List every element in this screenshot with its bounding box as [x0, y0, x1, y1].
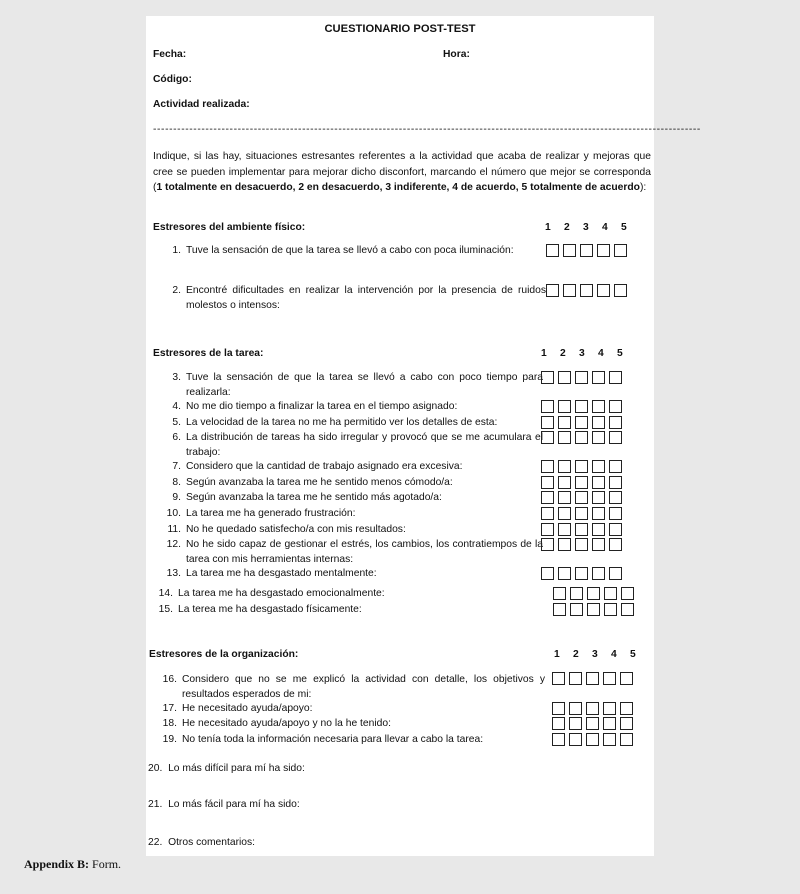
rating-checkbox[interactable]	[575, 476, 588, 489]
rating-checkbox[interactable]	[592, 507, 605, 520]
question-text: No he quedado satisfecho/a con mis resultados:	[186, 524, 406, 535]
rating-checkbox[interactable]	[597, 284, 610, 297]
rating-checkbox[interactable]	[603, 702, 616, 715]
section-organization-heading: Estresores de la organización:	[149, 649, 299, 660]
question-text: La tarea me ha desgastado mentalmente:	[186, 568, 377, 579]
rating-boxes-8	[541, 476, 622, 489]
rating-checkbox[interactable]	[575, 431, 588, 444]
question-text: Tuve la sensación de que la tarea se llevó a cabo con poca iluminación:	[186, 245, 514, 256]
question-number: 14.	[158, 588, 173, 599]
rating-checkbox[interactable]	[592, 567, 605, 580]
question-number: 12.	[166, 539, 181, 550]
rating-boxes-6	[541, 431, 622, 444]
rating-checkbox[interactable]	[586, 717, 599, 730]
rating-checkbox[interactable]	[575, 538, 588, 551]
rating-checkbox[interactable]	[592, 400, 605, 413]
rating-checkbox[interactable]	[592, 476, 605, 489]
rating-checkbox[interactable]	[603, 717, 616, 730]
rating-checkbox[interactable]	[580, 244, 593, 257]
question-number: 18.	[162, 718, 177, 729]
rating-boxes-15	[553, 603, 634, 616]
rating-boxes-11	[541, 523, 622, 536]
rating-boxes-7	[541, 460, 622, 473]
section-task-heading: Estresores de la tarea:	[153, 348, 264, 359]
open-question-21	[148, 797, 300, 812]
rating-checkbox[interactable]	[570, 603, 583, 616]
rating-checkbox[interactable]	[620, 672, 633, 685]
rating-checkbox[interactable]	[541, 400, 554, 413]
rating-checkbox[interactable]	[558, 416, 571, 429]
rating-boxes-3	[541, 371, 622, 384]
rating-checkbox[interactable]	[609, 507, 622, 520]
question-number: 13.	[166, 568, 181, 579]
rating-checkbox[interactable]	[541, 416, 554, 429]
rating-boxes-16	[552, 672, 633, 685]
question-number: 4.	[172, 401, 181, 412]
rating-checkbox[interactable]	[609, 431, 622, 444]
rating-checkbox[interactable]	[563, 284, 576, 297]
rating-checkbox[interactable]	[552, 672, 565, 685]
instructions-intro: Indique, si las hay, situaciones estresantes referentes a la actividad que acaba de realizar y mejoras que cree se pueden implementar para mejorar dicho disconfort, marcando el número que mejor se corresponda (	[153, 151, 651, 194]
rating-checkbox[interactable]	[575, 567, 588, 580]
rating-boxes-18	[552, 717, 633, 730]
rating-checkbox[interactable]	[592, 371, 605, 384]
rating-checkbox[interactable]	[553, 587, 566, 600]
scale-label: 2	[560, 348, 566, 359]
rating-checkbox[interactable]	[575, 460, 588, 473]
question-number: 3.	[172, 372, 181, 383]
rating-boxes-12	[541, 538, 622, 551]
question-number: 19.	[162, 734, 177, 745]
rating-checkbox[interactable]	[575, 523, 588, 536]
rating-checkbox[interactable]	[575, 491, 588, 504]
rating-checkbox[interactable]	[541, 371, 554, 384]
scale-label: 5	[621, 222, 627, 233]
instructions-end: ):	[639, 182, 647, 194]
rating-checkbox[interactable]	[558, 476, 571, 489]
rating-checkbox[interactable]	[541, 523, 554, 536]
caption-label: Appendix B:	[24, 857, 90, 871]
codigo-label: Código:	[153, 74, 192, 85]
question-number: 16.	[162, 674, 177, 685]
rating-checkbox[interactable]	[558, 507, 571, 520]
rating-checkbox[interactable]	[575, 400, 588, 413]
question-text: Según avanzaba la tarea me he sentido más agotado/a:	[186, 492, 442, 503]
open-question-number: 22.	[148, 837, 163, 848]
question-text: He necesitado ayuda/apoyo:	[182, 703, 313, 714]
rating-boxes-2	[546, 284, 627, 297]
instructions-scale-legend: 1 totalmente en desacuerdo, 2 en desacuerdo, 3 indiferente, 4 de acuerdo, 5 totalmente de acuerdo	[156, 182, 640, 194]
rating-checkbox[interactable]	[609, 400, 622, 413]
rating-boxes-4	[541, 400, 622, 413]
question-number: 6.	[172, 432, 181, 443]
scale-label: 2	[573, 649, 579, 660]
caption-text: Form.	[89, 857, 122, 871]
rating-checkbox[interactable]	[541, 507, 554, 520]
rating-checkbox[interactable]	[558, 567, 571, 580]
rating-checkbox[interactable]	[569, 672, 582, 685]
question-text: La tarea me ha generado frustración:	[186, 508, 356, 519]
rating-checkbox[interactable]	[558, 523, 571, 536]
question-text: He necesitado ayuda/apoyo y no la he tenido:	[182, 718, 391, 729]
rating-checkbox[interactable]	[620, 702, 633, 715]
rating-boxes-13	[541, 567, 622, 580]
scale-label: 4	[611, 649, 617, 660]
rating-checkbox[interactable]	[586, 702, 599, 715]
actividad-label: Actividad realizada:	[153, 99, 250, 110]
question-number: 2.	[172, 285, 181, 296]
scale-label: 3	[592, 649, 598, 660]
rating-checkbox[interactable]	[592, 460, 605, 473]
rating-checkbox[interactable]	[604, 587, 617, 600]
rating-checkbox[interactable]	[575, 371, 588, 384]
rating-checkbox[interactable]	[541, 538, 554, 551]
rating-checkbox[interactable]	[569, 733, 582, 746]
scale-header-task	[541, 346, 636, 361]
question-text: Según avanzaba la tarea me he sentido menos cómodo/a:	[186, 477, 453, 488]
scale-label: 4	[602, 222, 608, 233]
question-text: No he sido capaz de gestionar el estrés, los cambios, los contratiempos de la tarea con mis herramientas internas:	[186, 539, 543, 565]
scale-label: 3	[583, 222, 589, 233]
scale-label: 2	[564, 222, 570, 233]
rating-checkbox[interactable]	[558, 491, 571, 504]
scale-header-physical	[545, 220, 640, 235]
rating-checkbox[interactable]	[541, 491, 554, 504]
rating-checkbox[interactable]	[592, 431, 605, 444]
rating-checkbox[interactable]	[570, 587, 583, 600]
question-text: La distribución de tareas ha sido irregular y provocó que se me acumulara el trabajo:	[186, 432, 543, 458]
rating-checkbox[interactable]	[620, 717, 633, 730]
section-physical-heading: Estresores del ambiente físico:	[153, 222, 306, 233]
rating-checkbox[interactable]	[541, 476, 554, 489]
rating-checkbox[interactable]	[586, 733, 599, 746]
open-question-text: Lo más difícil para mí ha sido:	[168, 763, 305, 774]
rating-checkbox[interactable]	[609, 371, 622, 384]
instructions	[153, 149, 651, 196]
question-number: 5.	[172, 417, 181, 428]
rating-checkbox[interactable]	[558, 400, 571, 413]
rating-checkbox[interactable]	[592, 416, 605, 429]
scale-label: 4	[598, 348, 604, 359]
rating-checkbox[interactable]	[575, 416, 588, 429]
open-question-number: 20.	[148, 763, 163, 774]
question-number: 17.	[162, 703, 177, 714]
rating-checkbox[interactable]	[621, 587, 634, 600]
rating-checkbox[interactable]	[592, 538, 605, 551]
rating-boxes-10	[541, 507, 622, 520]
question-text: La tarea me ha desgastado emocionalmente:	[178, 588, 385, 599]
rating-checkbox[interactable]	[563, 244, 576, 257]
rating-checkbox[interactable]	[575, 507, 588, 520]
rating-checkbox[interactable]	[580, 284, 593, 297]
rating-checkbox[interactable]	[587, 603, 600, 616]
rating-checkbox[interactable]	[558, 460, 571, 473]
question-number: 10.	[166, 508, 181, 519]
rating-checkbox[interactable]	[609, 476, 622, 489]
scale-label: 1	[541, 348, 547, 359]
figure-caption	[24, 857, 121, 872]
rating-checkbox[interactable]	[609, 567, 622, 580]
rating-checkbox[interactable]	[614, 244, 627, 257]
rating-checkbox[interactable]	[604, 603, 617, 616]
rating-checkbox[interactable]	[546, 244, 559, 257]
separator-line: ----------------------------------------------------------------------------------------------------------------------------------------	[153, 124, 701, 135]
rating-boxes-19	[552, 733, 633, 746]
rating-boxes-9	[541, 491, 622, 504]
rating-checkbox[interactable]	[603, 672, 616, 685]
question-number: 8.	[172, 477, 181, 488]
rating-checkbox[interactable]	[569, 702, 582, 715]
question-text: Considero que la cantidad de trabajo asignado era excesiva:	[186, 461, 463, 472]
rating-checkbox[interactable]	[546, 284, 559, 297]
question-number: 11.	[167, 524, 181, 535]
form-title: CUESTIONARIO POST-TEST	[324, 23, 476, 35]
rating-checkbox[interactable]	[541, 460, 554, 473]
rating-checkbox[interactable]	[592, 523, 605, 536]
rating-boxes-5	[541, 416, 622, 429]
scale-label: 5	[630, 649, 636, 660]
questionnaire-page	[146, 16, 701, 856]
rating-checkbox[interactable]	[609, 538, 622, 551]
question-number: 9.	[172, 492, 181, 503]
question-text: Encontré dificultades en realizar la intervención por la presencia de ruidos molestos o intensos:	[186, 285, 546, 311]
rating-checkbox[interactable]	[569, 717, 582, 730]
question-text: Considero que no se me explicó la actividad con detalle, los objetivos y resultados esperados de mi:	[182, 674, 545, 700]
rating-checkbox[interactable]	[609, 460, 622, 473]
rating-checkbox[interactable]	[592, 491, 605, 504]
open-question-20	[148, 761, 305, 776]
rating-checkbox[interactable]	[597, 244, 610, 257]
rating-checkbox[interactable]	[609, 416, 622, 429]
scale-label: 5	[617, 348, 623, 359]
rating-checkbox[interactable]	[586, 672, 599, 685]
scale-label: 3	[579, 348, 585, 359]
rating-checkbox[interactable]	[553, 603, 566, 616]
question-text: La terea me ha desgastado físicamente:	[178, 604, 362, 615]
question-number: 15.	[158, 604, 173, 615]
question-text: Tuve la sensación de que la tarea se llevó a cabo con poco tiempo para realizarla:	[186, 372, 543, 398]
question-text: No me dio tiempo a finalizar la tarea en el tiempo asignado:	[186, 401, 458, 412]
fecha-label: Fecha:	[153, 49, 187, 60]
open-question-text: Otros comentarios:	[168, 837, 256, 848]
question-number: 7.	[172, 461, 181, 472]
scale-header-organization	[554, 647, 649, 662]
scale-label: 1	[545, 222, 551, 233]
rating-checkbox[interactable]	[614, 284, 627, 297]
open-question-22	[148, 835, 255, 850]
rating-checkbox[interactable]	[552, 702, 565, 715]
rating-boxes-1	[546, 244, 627, 257]
rating-checkbox[interactable]	[621, 603, 634, 616]
rating-checkbox[interactable]	[552, 717, 565, 730]
open-question-text: Lo más fácil para mí ha sido:	[168, 799, 300, 810]
rating-boxes-14	[553, 587, 634, 600]
rating-checkbox[interactable]	[552, 733, 565, 746]
rating-checkbox[interactable]	[541, 431, 554, 444]
rating-checkbox[interactable]	[558, 431, 571, 444]
hora-label: Hora:	[443, 49, 470, 60]
question-number: 1.	[172, 245, 181, 256]
question-text: No tenía toda la información necesaria para llevar a cabo la tarea:	[182, 734, 484, 745]
scale-label: 1	[554, 649, 560, 660]
rating-checkbox[interactable]	[541, 567, 554, 580]
open-question-number: 21.	[148, 799, 163, 810]
rating-checkbox[interactable]	[558, 371, 571, 384]
question-text: La velocidad de la tarea no me ha permitido ver los detalles de esta:	[186, 417, 498, 428]
rating-checkbox[interactable]	[609, 491, 622, 504]
rating-checkbox[interactable]	[603, 733, 616, 746]
rating-boxes-17	[552, 702, 633, 715]
rating-checkbox[interactable]	[587, 587, 600, 600]
rating-checkbox[interactable]	[558, 538, 571, 551]
rating-checkbox[interactable]	[609, 523, 622, 536]
rating-checkbox[interactable]	[620, 733, 633, 746]
